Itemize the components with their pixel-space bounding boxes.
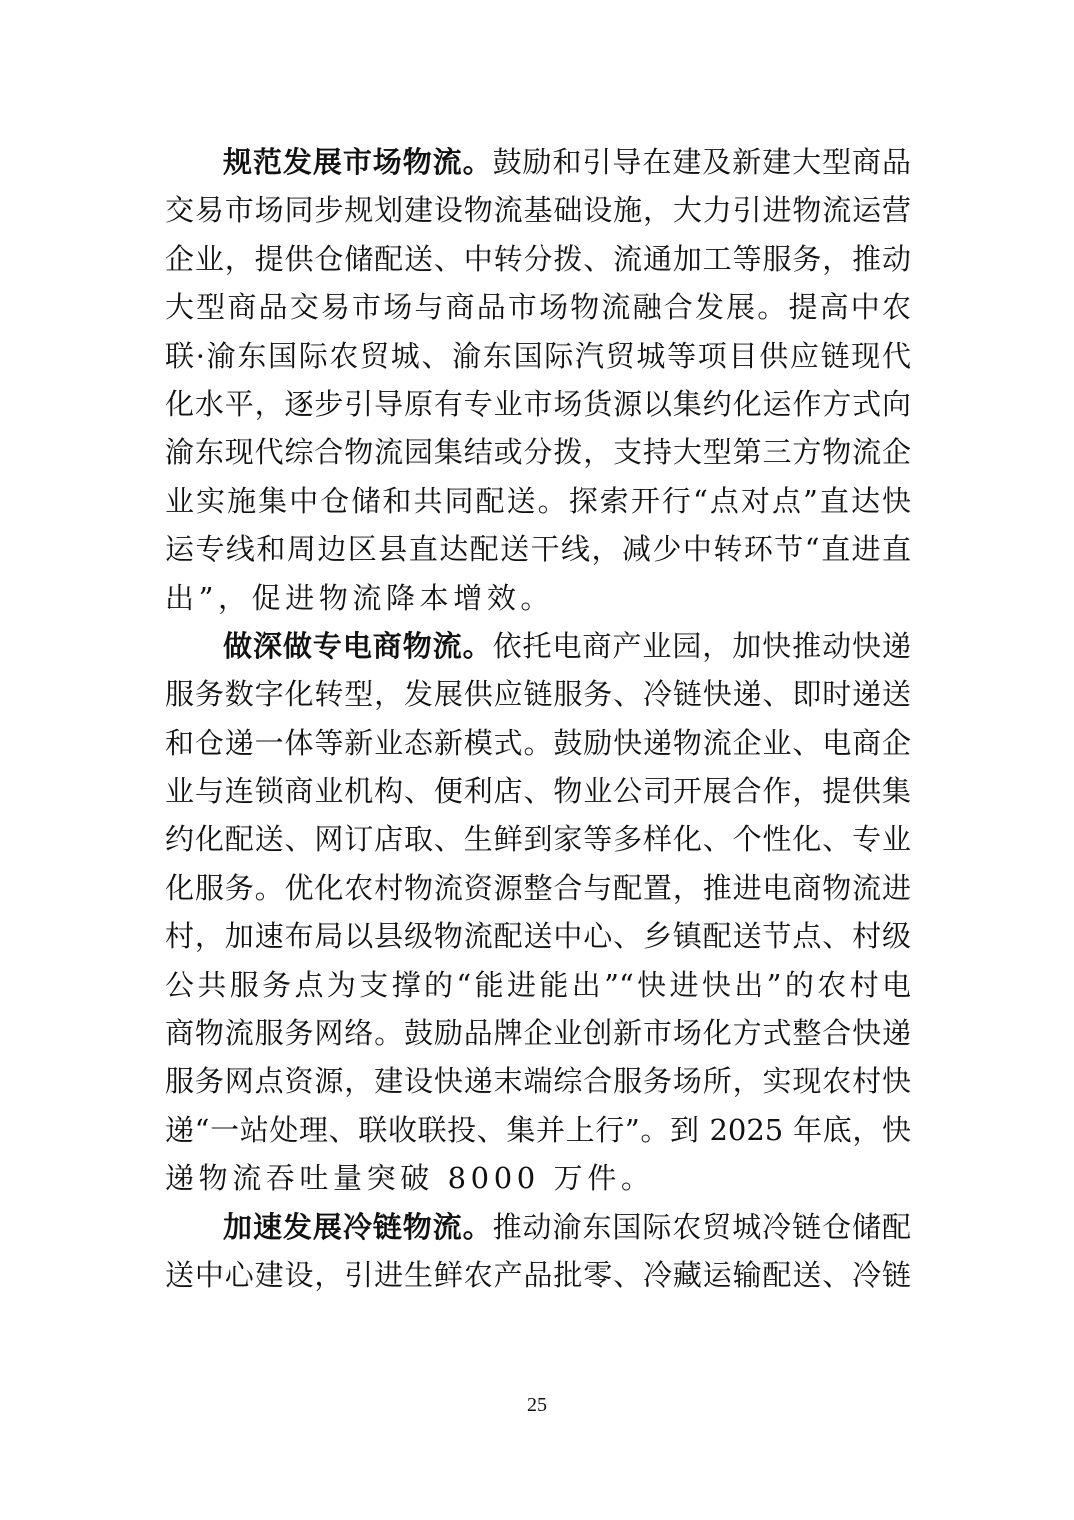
document-body bbox=[165, 138, 911, 1299]
body-line: 企业，提供仓储配送、中转分拨、流通加工等服务，推动 bbox=[165, 241, 911, 276]
body-text: 依托电商产业园，加快推动快递 bbox=[492, 628, 911, 663]
page-number: 25 bbox=[527, 1394, 547, 1416]
section-heading: 加速发展冷链物流。 bbox=[223, 1209, 493, 1244]
body-line: 服务网点资源，建设快递末端综合服务场所，实现农村快 bbox=[165, 1064, 911, 1099]
body-line: 公共服务点为支撑的“能进能出”“快进快出”的农村电 bbox=[165, 967, 911, 1002]
body-line: 送中心建设，引进生鲜农产品批零、冷藏运输配送、冷链 bbox=[165, 1257, 911, 1292]
body-line: 业与连锁商业机构、便利店、物业公司开展合作，提供集 bbox=[165, 774, 911, 809]
body-line: 村，加速布局以县级物流配送中心、乡镇配送节点、村级 bbox=[165, 919, 911, 954]
body-line: 递“一站处理、联收联投、集并上行”。到 2025 年底，快 bbox=[165, 1112, 911, 1147]
section-heading: 规范发展市场物流。 bbox=[223, 145, 493, 179]
body-line: 交易市场同步规划建设物流基础设施，大力引进物流运营 bbox=[165, 193, 911, 228]
body-line: 商物流服务网络。鼓励品牌企业创新市场化方式整合快递 bbox=[165, 1016, 911, 1051]
body-line: 约化配送、网订店取、生鲜到家等多样化、个性化、专业 bbox=[165, 822, 911, 857]
body-line: 服务数字化转型，发展供应链服务、冷链快递、即时递送 bbox=[165, 677, 911, 712]
body-line: 运专线和周边区县直达配送干线，减少中转环节“直进直 bbox=[165, 532, 911, 567]
body-line: 大型商品交易市场与商品市场物流融合发展。提高中农 bbox=[165, 290, 911, 325]
body-line: 渝东现代综合物流园集结或分拨，支持大型第三方物流企 bbox=[165, 435, 911, 470]
body-line: 和仓递一体等新业态新模式。鼓励快递物流企业、电商企 bbox=[165, 725, 911, 760]
body-line-last: 出”，促进物流降本增效。 bbox=[165, 580, 555, 615]
paragraph-market-logistics bbox=[165, 138, 911, 622]
section-heading: 做深做专电商物流。 bbox=[223, 628, 493, 663]
paragraph-first-line bbox=[165, 1203, 911, 1251]
body-line: 业实施集中仓储和共同配送。探索开行“点对点”直达快 bbox=[165, 483, 911, 518]
paragraph-first-line bbox=[165, 138, 911, 186]
body-line: 联·渝东国际农贸城、渝东国际汽贸城等项目供应链现代 bbox=[165, 338, 911, 373]
body-line-last: 递物流吞吐量突破 8000 万件。 bbox=[165, 1161, 655, 1196]
paragraph-ecommerce-logistics bbox=[165, 622, 911, 1203]
body-line: 化水平，逐步引导原有专业市场货源以集约化运作方式向 bbox=[165, 386, 911, 421]
body-text: 推动渝东国际农贸城冷链仓储配 bbox=[492, 1209, 911, 1244]
paragraph-cold-chain-logistics bbox=[165, 1203, 911, 1300]
body-line: 化服务。优化农村物流资源整合与配置，推进电商物流进 bbox=[165, 870, 911, 905]
paragraph-first-line bbox=[165, 622, 911, 670]
body-text: 鼓励和引导在建及新建大型商品 bbox=[492, 145, 911, 179]
